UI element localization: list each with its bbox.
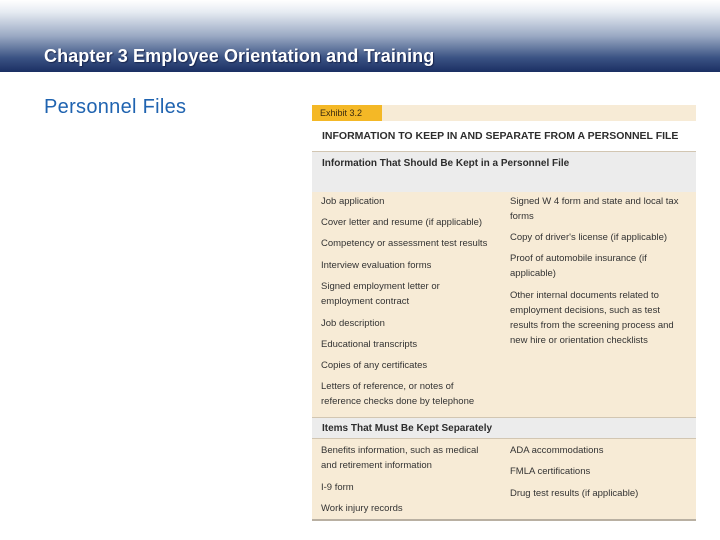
list-item: Job application [321, 196, 385, 207]
list-item: Letters of reference, or notes of reference checks done by telephone [321, 381, 475, 407]
list-item: Job description [321, 318, 385, 329]
list-item: Signed W 4 form and state and local tax forms [510, 196, 679, 222]
exhibit-heading: INFORMATION TO KEEP IN AND SEPARATE FROM A PERSONNEL FILE [312, 121, 696, 151]
exhibit-table [312, 105, 696, 521]
section-heading-separate: Items That Must Be Kept Separately [312, 418, 696, 438]
list-item: Copy of driver's license (if applicable) [510, 232, 668, 243]
list-item: Work injury records [321, 503, 403, 514]
list-item: Interview evaluation forms [321, 260, 432, 271]
list-item: Cover letter and resume (if applicable) [321, 217, 483, 228]
list-item: Other internal documents related to employment decisions, such as test results from the screening process and new hire or orientation checklists [510, 290, 674, 346]
list-item: Benefits information, such as medical and retirement information [321, 445, 479, 471]
slide-subtitle: Personnel Files [44, 96, 187, 118]
divider [312, 438, 696, 439]
list-item: Proof of automobile insurance (if applicable) [510, 253, 647, 279]
exhibit-label: Exhibit 3.2 [312, 105, 382, 121]
list-item: Educational transcripts [321, 339, 418, 350]
list-item: Signed employment letter or employment contract [321, 281, 440, 307]
list-item: Drug test results (if applicable) [510, 488, 639, 499]
section-heading-keep: Information That Should Be Kept in a Personnel File [312, 152, 696, 192]
list-item: Copies of any certificates [321, 360, 428, 371]
list-item: Competency or assessment test results [321, 238, 488, 249]
list-item: I-9 form [321, 482, 354, 493]
slide-title: Chapter 3 Employee Orientation and Training [44, 46, 435, 66]
list-item: FMLA certifications [510, 466, 591, 477]
list-item: ADA accommodations [510, 445, 604, 456]
